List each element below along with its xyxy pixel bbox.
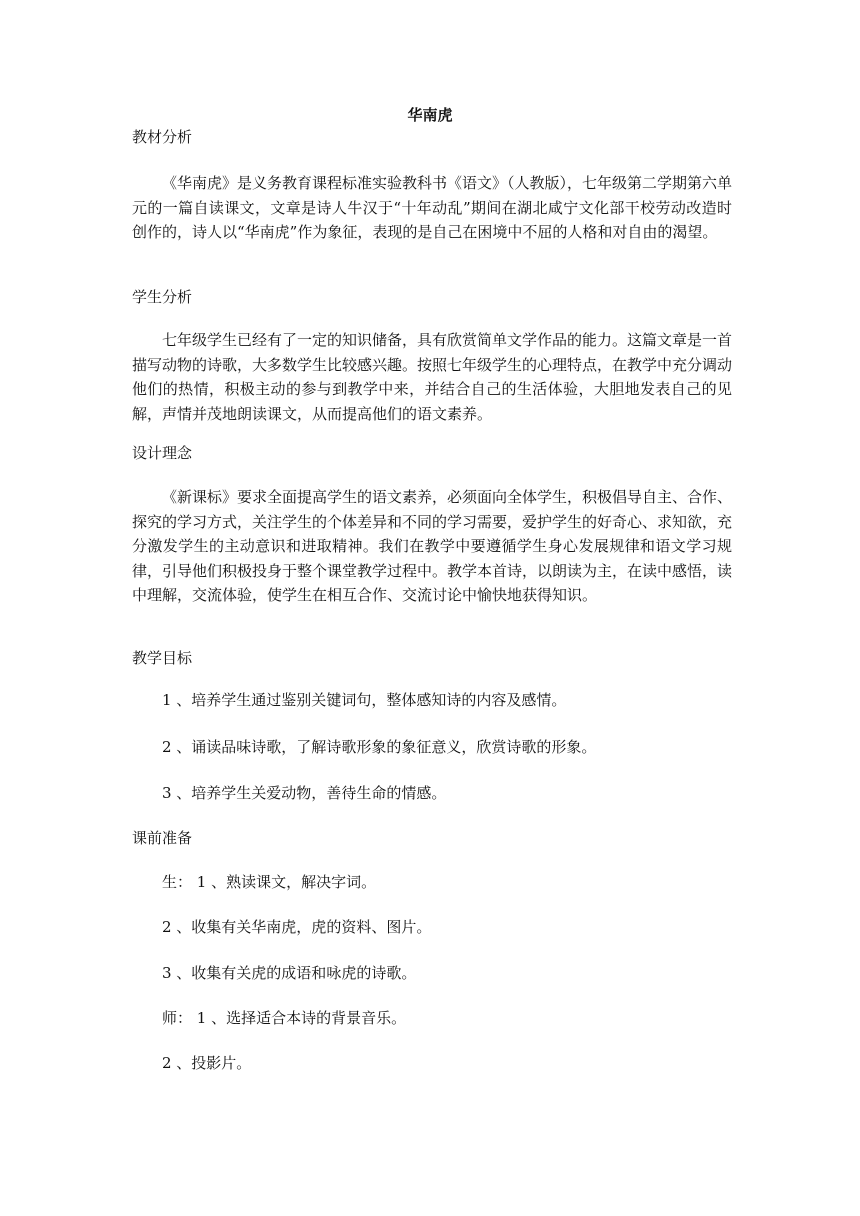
goal-item-3: 3 、培养学生关爱动物，善待生命的情感。 [162, 784, 447, 802]
section-paragraph-design-concept: 《新课标》要求全面提高学生的语文素养，必须面向全体学生，积极倡导自主、合作、探究的学习方式，关注学生的个体差异和不同的学习需要，爱护学生的好奇心、求知欲，充分激发学生的主动意识和进取精神。我们在教学中要遵循学生身心发展规律和语文学习规律，引导他们积极投身于整个课堂教学过程中。教学本首诗，以朗读为主，在读中感悟，读中理解，交流体验，使学生在相互合作、交流讨论中愉快地获得知识。 [132, 488, 733, 605]
section-heading-textbook-analysis: 教材分析 [132, 128, 193, 146]
section-heading-preparation: 课前准备 [132, 829, 193, 847]
preparation-item-3: 3 、收集有关虎的成语和咏虎的诗歌。 [162, 964, 417, 982]
section-paragraph-textbook-analysis: 《华南虎》是义务教育课程标准实验教科书《语文》（人教版），七年级第二学期第六单元的一篇自读课文，文章是诗人牛汉于“十年动乱”期间在湖北咸宁文化部干校劳动改造时创作的，诗人以“华南虎”作为象征，表现的是自己在困境中不屈的人格和对自由的渴望。 [132, 174, 733, 242]
goal-item-1: 1 、培养学生通过鉴别关键词句，整体感知诗的内容及感情。 [162, 691, 567, 709]
preparation-item-5: 2 、投影片。 [162, 1054, 252, 1072]
section-heading-design-concept: 设计理念 [132, 444, 193, 462]
preparation-item-4: 师： 1 、选择适合本诗的背景音乐。 [162, 1009, 407, 1027]
preparation-item-2: 2 、收集有关华南虎，虎的资料、图片。 [162, 918, 432, 936]
section-heading-teaching-goals: 教学目标 [132, 649, 193, 667]
preparation-item-1: 生： 1 、熟读课文，解决字词。 [162, 873, 377, 891]
section-paragraph-student-analysis: 七年级学生已经有了一定的知识储备，具有欣赏简单文学作品的能力。这篇文章是一首描写动物的诗歌，大多数学生比较感兴趣。按照七年级学生的心理特点，在教学中充分调动他们的热情，积极主动的参与到教学中来，并结合自己的生活体验，大胆地发表自己的见解，声情并茂地朗读课文，从而提高他们的语文素养。 [132, 331, 733, 423]
section-heading-student-analysis: 学生分析 [132, 288, 193, 306]
document-title: 华南虎 [407, 106, 453, 124]
goal-item-2: 2 、诵读品味诗歌，了解诗歌形象的象征意义，欣赏诗歌的形象。 [162, 738, 597, 756]
